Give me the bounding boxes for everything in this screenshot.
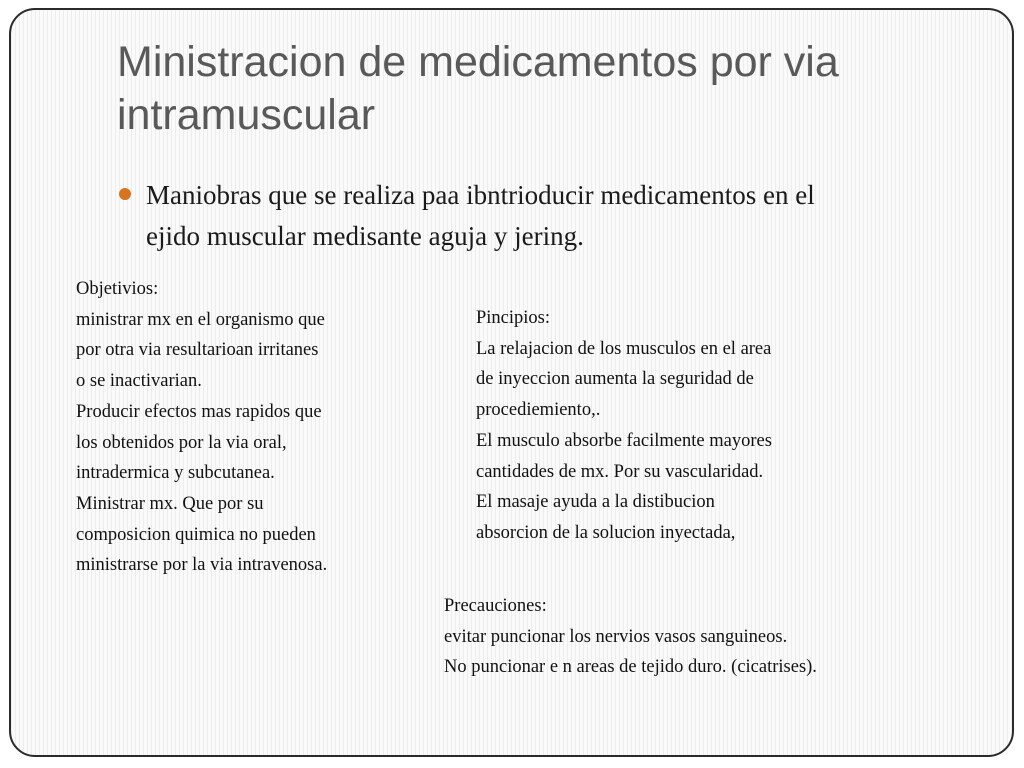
bullet-item — [119, 175, 969, 257]
objetivos-line: ministrar mx en el organismo que — [76, 309, 325, 330]
objetivos-line: composicion quimica no pueden — [76, 524, 316, 545]
principios-line: La relajacion de los musculos en el area — [476, 338, 772, 359]
objetivos-block — [76, 274, 416, 581]
objetivos-line: intradermica y subcutanea. — [76, 463, 275, 484]
objetivos-line: por otra via resultarioan irritanes — [76, 340, 319, 361]
bullet-text-line: ejido muscular medisante aguja y jering. — [146, 221, 584, 251]
principios-line: El musculo absorbe facilmente mayores — [476, 430, 772, 451]
principios-block — [476, 303, 876, 549]
principios-line: procediemiento,. — [476, 400, 601, 421]
principios-line: El masaje ayuda a la distibucion — [476, 492, 715, 513]
slide-title-line: intramuscular — [117, 91, 376, 139]
principios-line: absorcion de la solucion inyectada, — [476, 522, 736, 543]
principios-line: de inyeccion aumenta la seguridad de — [476, 369, 754, 390]
precauciones-line: No puncionar e n areas de tejido duro. (cicatrises). — [444, 657, 817, 678]
principios-line: cantidades de mx. Por su vascularidad. — [476, 461, 764, 482]
objetivos-line: ministrarse por la via intravenosa. — [76, 555, 328, 576]
objetivos-line: Producir efectos mas rapidos que — [76, 401, 322, 422]
precauciones-heading: Precauciones: — [444, 596, 547, 616]
bullet-text-line: Maniobras que se realiza paa ibntrioducir medicamentos en el — [146, 180, 815, 210]
precauciones-block — [444, 591, 944, 683]
objetivos-line: los obtenidos por la via oral, — [76, 432, 287, 453]
bullet-dot-icon — [119, 188, 131, 200]
slide-title-line: Ministracion de medicamentos por via — [117, 38, 839, 86]
precauciones-line: evitar puncionar los nervios vasos sanguineos. — [444, 626, 788, 647]
slide — [9, 8, 1014, 757]
objetivos-heading: Objetivios: — [76, 279, 159, 299]
objetivos-line: Ministrar mx. Que por su — [76, 493, 264, 514]
slide-title — [117, 36, 977, 142]
bullet-text — [146, 175, 969, 257]
principios-heading: Pincipios: — [476, 308, 551, 328]
bullet-list — [119, 175, 969, 257]
objetivos-line: o se inactivarian. — [76, 371, 202, 392]
